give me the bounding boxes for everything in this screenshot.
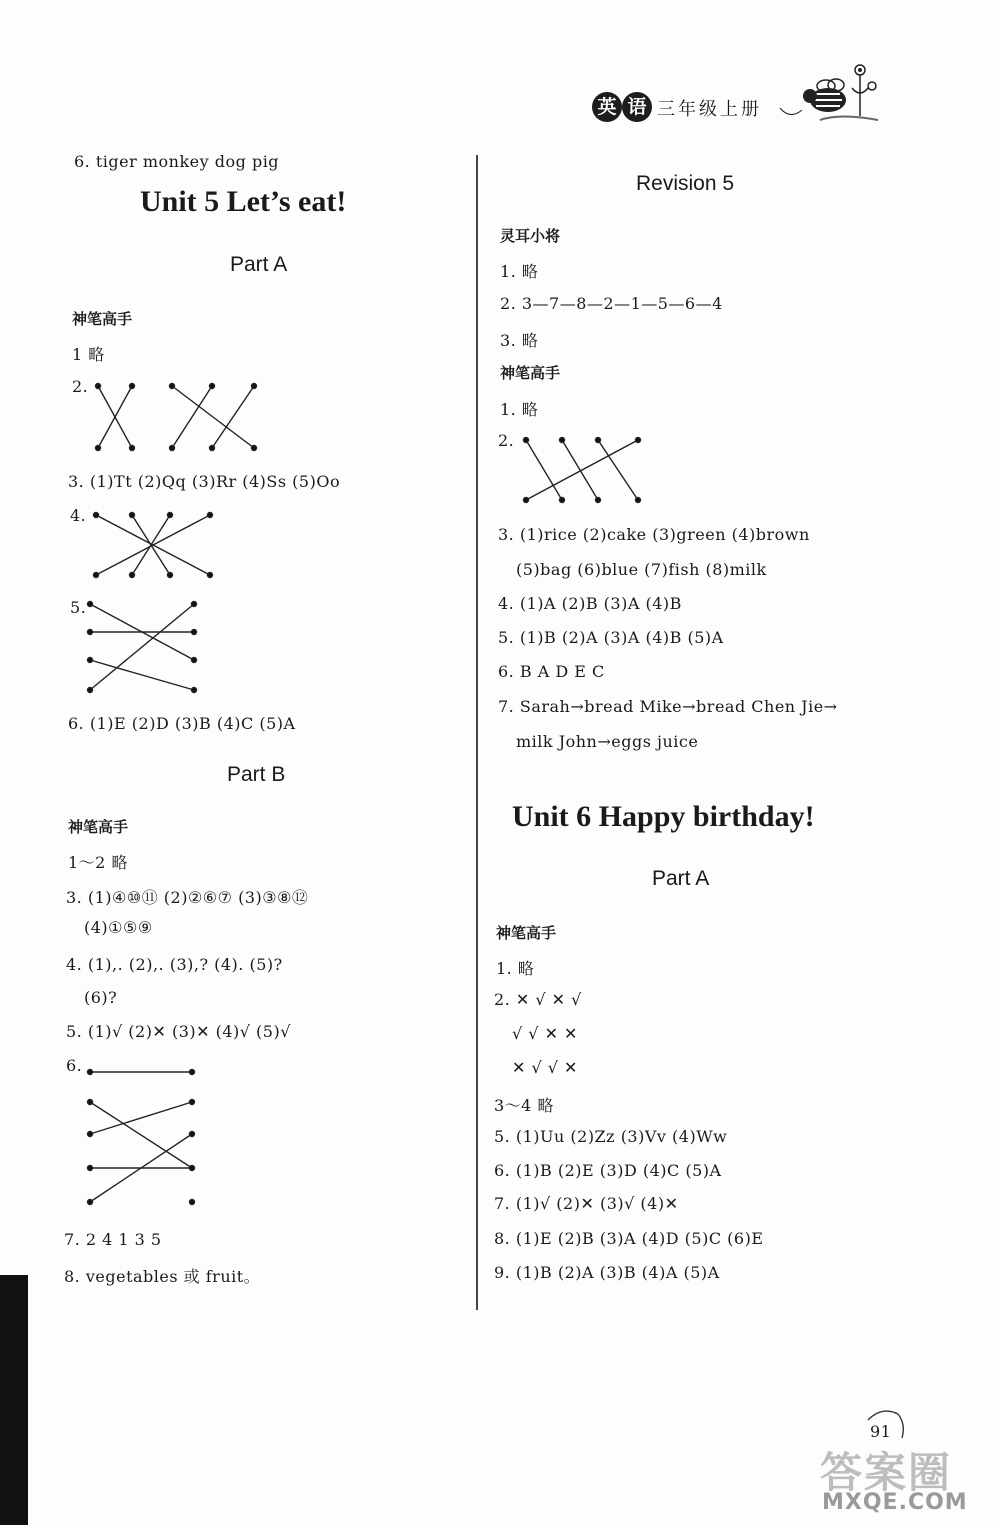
watermark-cn: 答案圈	[820, 1448, 953, 1497]
unit5-part-a-title: Part A	[230, 253, 288, 276]
unit5-b-q3b: (4)①⑤⑨	[84, 918, 153, 937]
unit5-b-q3a: 3. (1)④⑩⑪ (2)②⑥⑦ (3)③⑧⑫	[66, 888, 309, 907]
page-number: 91	[870, 1422, 892, 1441]
revision5-r3: 3. 略	[500, 331, 539, 350]
header-badge-english: 英	[592, 92, 622, 122]
watermark-en: MXQE.COM	[822, 1490, 968, 1515]
revision5-q2-matching	[520, 435, 645, 507]
unit5-b-q4b: (6)?	[84, 988, 118, 1007]
unit5-b-q5: 5. (1)√ (2)✕ (3)✕ (4)√ (5)√	[66, 1022, 291, 1041]
revision5-r8: 5. (1)B (2)A (3)A (4)B (5)A	[498, 628, 724, 647]
unit5-b-q1: 1～2 略	[68, 853, 128, 872]
unit5-part-b-section: 神笔高手	[68, 818, 129, 836]
unit6-title: Unit 6 Happy birthday!	[512, 800, 815, 833]
revision5-r10b: milk John→eggs juice	[516, 732, 699, 751]
unit5-a-q5-matching	[86, 600, 201, 695]
header-grade: 三年级上册	[657, 99, 762, 120]
unit6-a-q2b: √ √ ✕ ✕	[512, 1024, 578, 1043]
unit6-a-q7: 7. (1)√ (2)✕ (3)√ (4)✕	[494, 1194, 679, 1213]
revision5-r6a: 3. (1)rice (2)cake (3)green (4)brown	[498, 525, 810, 544]
left-top-line: 6. tiger monkey dog pig	[74, 152, 280, 171]
unit5-a-q3: 3. (1)Tt (2)Qq (3)Rr (4)Ss (5)Oo	[68, 472, 341, 491]
unit5-a-q1: 1 略	[72, 345, 105, 364]
revision5-section-listen: 灵耳小将	[500, 227, 561, 245]
unit5-part-a-section: 神笔高手	[72, 310, 133, 328]
unit5-a-q6: 6. (1)E (2)D (3)B (4)C (5)A	[68, 714, 296, 733]
revision5-r6b: (5)bag (6)blue (7)fish (8)milk	[516, 560, 767, 579]
unit6-a-q5: 5. (1)Uu (2)Zz (3)Vv (4)Ww	[494, 1127, 728, 1146]
column-divider	[476, 155, 478, 1310]
unit5-a-q2-matching	[90, 380, 270, 455]
unit6-a-q1: 1. 略	[496, 959, 535, 978]
unit5-a-q5: 5.	[70, 598, 87, 617]
unit6-a-q6: 6. (1)B (2)E (3)D (4)C (5)A	[494, 1161, 722, 1180]
revision5-r2: 2. 3—7—8—2—1—5—6—4	[500, 294, 723, 313]
revision5-title: Revision 5	[636, 172, 735, 195]
revision5-r5: 2.	[498, 431, 515, 450]
unit6-a-q8: 8. (1)E (2)B (3)A (4)D (5)C (6)E	[494, 1229, 764, 1248]
page-number-leaf-icon	[862, 1400, 912, 1440]
header-badge-language: 语	[622, 92, 652, 122]
unit5-part-b-title: Part B	[227, 763, 286, 786]
unit6-part-a-title: Part A	[652, 867, 710, 890]
unit5-a-q4-matching	[90, 510, 220, 580]
unit6-part-a-section: 神笔高手	[496, 924, 557, 942]
unit5-a-q2: 2.	[72, 377, 89, 396]
revision5-section-write: 神笔高手	[500, 364, 561, 382]
unit5-b-q4a: 4. (1),. (2),. (3),? (4). (5)?	[66, 955, 283, 974]
scan-edge-bar	[0, 1275, 28, 1525]
unit6-a-q2c: ✕ √ √ ✕	[512, 1058, 578, 1077]
unit5-b-q6-matching	[86, 1066, 201, 1211]
revision5-r9: 6. B A D E C	[498, 662, 605, 681]
revision5-r4: 1. 略	[500, 400, 539, 419]
unit5-b-q6: 6.	[66, 1056, 83, 1075]
unit5-b-q7: 7. 2 4 1 3 5	[64, 1230, 162, 1249]
unit5-b-q8: 8. vegetables 或 fruit。	[64, 1267, 261, 1286]
unit6-a-q9: 9. (1)B (2)A (3)B (4)A (5)A	[494, 1263, 720, 1282]
revision5-r1: 1. 略	[500, 262, 539, 281]
unit5-title: Unit 5 Let’s eat!	[140, 185, 347, 218]
unit6-a-q2a: 2. ✕ √ ✕ √	[494, 990, 582, 1009]
unit6-a-q3: 3～4 略	[494, 1096, 554, 1115]
revision5-r10a: 7. Sarah→bread Mike→bread Chen Jie→	[498, 697, 838, 716]
bee-flower-icon	[780, 58, 880, 128]
unit5-a-q4: 4.	[70, 506, 87, 525]
revision5-r7: 4. (1)A (2)B (3)A (4)B	[498, 594, 682, 613]
